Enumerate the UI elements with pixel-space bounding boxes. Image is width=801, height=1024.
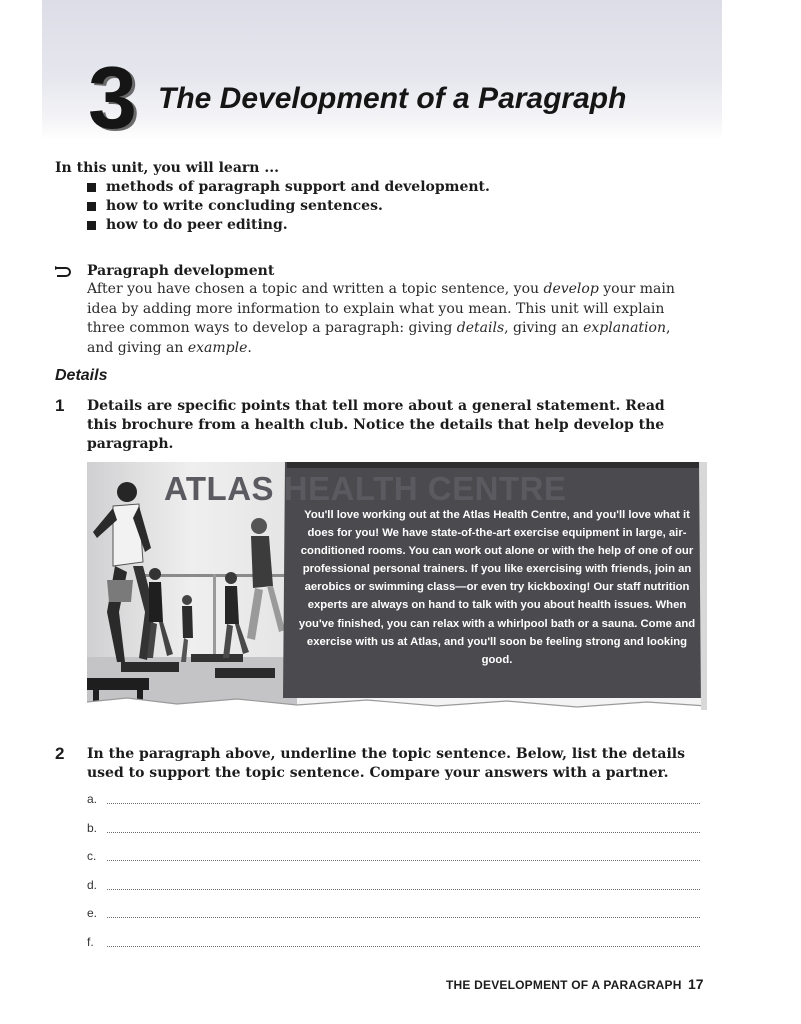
exercise-number: 1 xyxy=(55,396,65,415)
section-body xyxy=(87,280,697,358)
answer-row[interactable] xyxy=(87,904,700,933)
answer-lines xyxy=(87,790,700,961)
subsection-heading: Details xyxy=(55,367,108,384)
emphasized-term: explanation xyxy=(583,320,666,336)
exercise-number: 2 xyxy=(55,744,65,763)
learning-goals-list xyxy=(87,178,490,235)
answer-row[interactable] xyxy=(87,876,700,905)
body-text-run: After you have chosen a topic and written a topic sentence, you xyxy=(87,281,544,297)
goal-item xyxy=(87,197,490,216)
exercise-instructions: Details are specific points that tell more about a general statement. Read this brochure from a health club. Notice the details that help develop the paragraph. xyxy=(87,398,665,452)
answer-blank[interactable] xyxy=(107,946,700,947)
section-heading: Paragraph development xyxy=(87,263,275,279)
goal-text: how to write concluding sentences. xyxy=(106,198,383,214)
square-bullet-icon xyxy=(87,183,96,192)
answer-row[interactable] xyxy=(87,790,700,819)
answer-blank[interactable] xyxy=(107,860,700,861)
brochure-title: ATLAS HEALTH CENTRE xyxy=(164,470,567,507)
goal-text: methods of paragraph support and development. xyxy=(106,179,490,195)
emphasized-term: example xyxy=(187,339,248,356)
body-text-run: . xyxy=(247,339,252,356)
arrow-marker-icon xyxy=(54,265,76,279)
answer-row[interactable] xyxy=(87,933,700,962)
answer-letter: f. xyxy=(87,934,94,949)
answer-letter: d. xyxy=(87,877,98,892)
header-band xyxy=(42,0,722,147)
exercise-instructions: In the paragraph above, underline the topic sentence. Below, list the details used to support the topic sentence. Compare your answers with a partner. xyxy=(87,746,685,781)
body-text-run: , and giving an xyxy=(87,320,671,356)
answer-letter: e. xyxy=(87,906,98,920)
answer-row[interactable] xyxy=(87,819,700,848)
brochure-text: You'll love working out at the Atlas Health Centre, and you'll love what it does for you! We have state-of-the-art exercise equipment in large, air-conditioned rooms. You can work out alone or with the help of one of our professional personal trainers. If you like exercising with friends, join an aerobics or swimming class—or even try kickboxing! Our staff nutrition experts are always on hand to talk with you about health issues. When you've finished, you can relax with a whirlpool bath or a sauna. Come and exercise with us at Atlas, and you'll soon be feeling strong and looking good. xyxy=(298,509,696,666)
answer-letter: a. xyxy=(87,792,98,806)
page-title: The Development of a Paragraph xyxy=(158,82,627,115)
body-text-run: your main idea by adding more information to explain what you mean. This unit will explain three common ways to develop a paragraph: giving xyxy=(87,281,675,336)
emphasized-term: develop xyxy=(543,281,599,297)
answer-blank[interactable] xyxy=(107,803,700,804)
intro-label: In this unit, you will learn ... xyxy=(55,160,279,176)
goal-text: how to do peer editing. xyxy=(106,217,288,233)
running-footer: THE DEVELOPMENT OF A PARAGRAPH xyxy=(446,978,682,992)
square-bullet-icon xyxy=(87,202,96,211)
answer-letter: b. xyxy=(87,820,98,835)
emphasized-term: details xyxy=(456,320,505,336)
goal-item xyxy=(87,178,490,197)
answer-row[interactable] xyxy=(87,847,700,876)
brochure xyxy=(87,462,707,710)
page-number: 17 xyxy=(688,976,704,992)
goal-item xyxy=(87,216,490,235)
answer-blank[interactable] xyxy=(107,832,700,833)
unit-number: 3 xyxy=(88,48,137,147)
answer-blank[interactable] xyxy=(107,917,700,918)
answer-letter: c. xyxy=(87,849,97,863)
body-text-run: , giving an xyxy=(504,320,584,336)
square-bullet-icon xyxy=(87,221,96,230)
answer-blank[interactable] xyxy=(107,889,700,890)
